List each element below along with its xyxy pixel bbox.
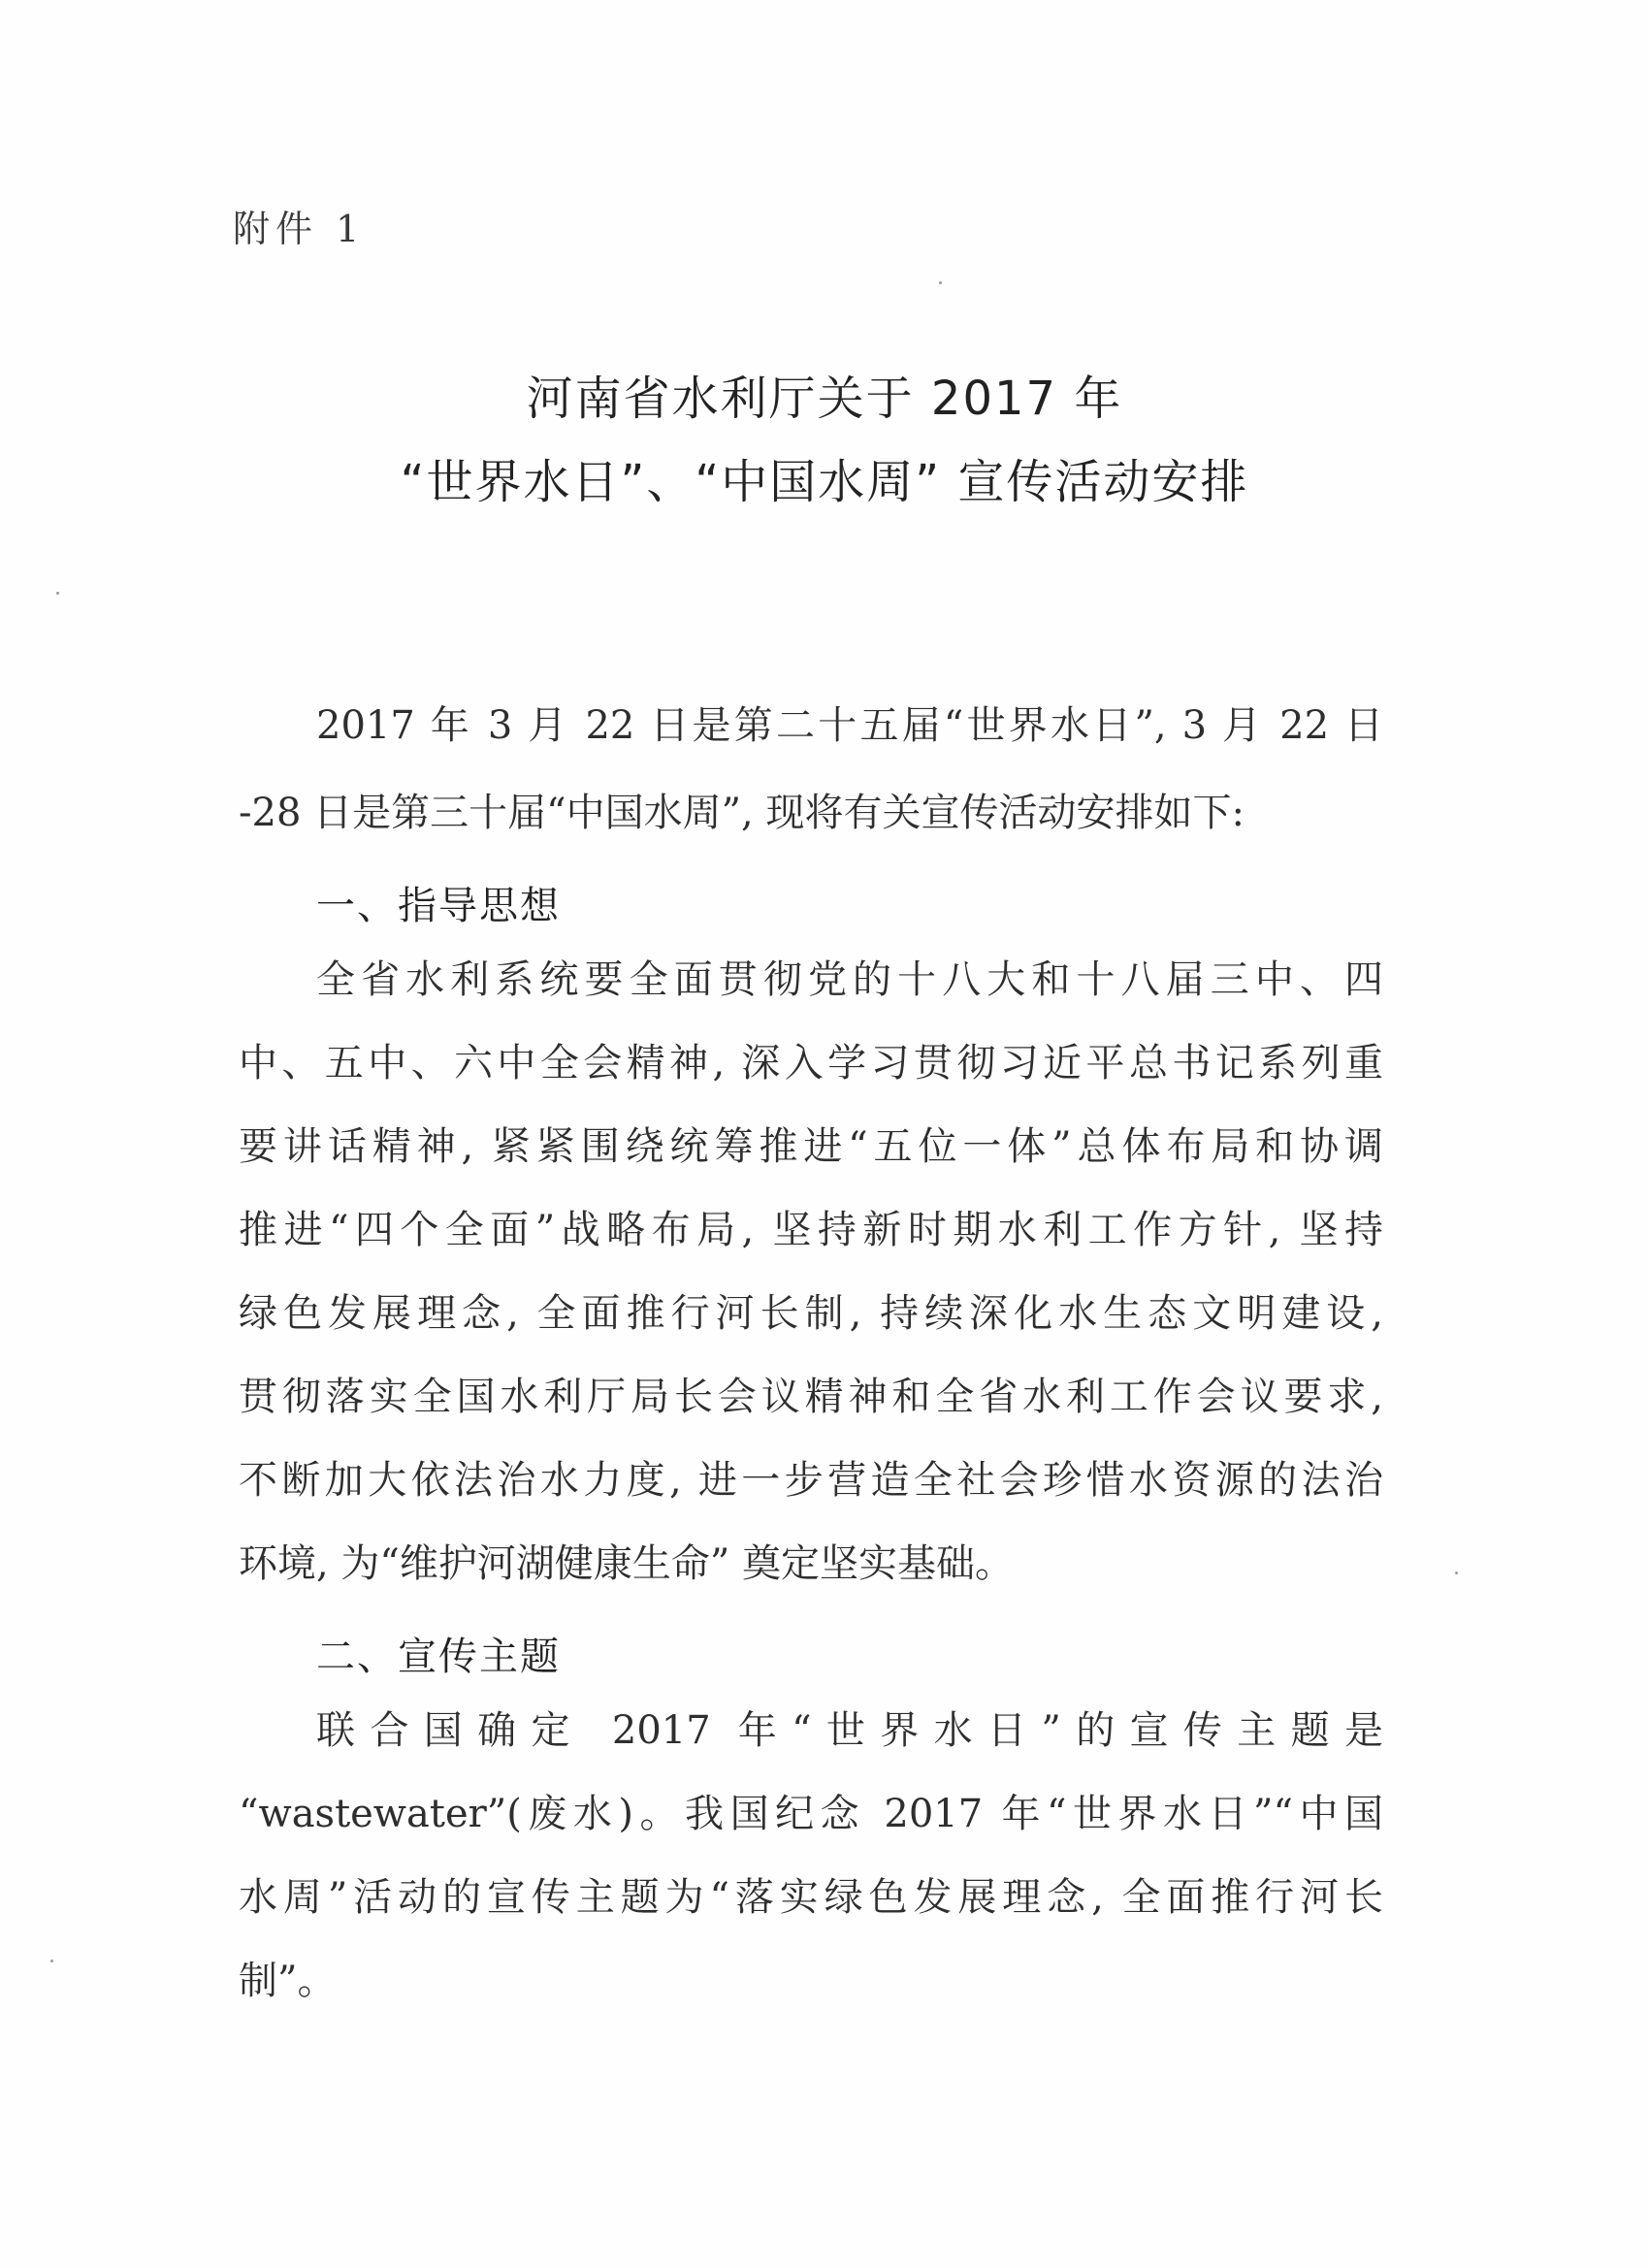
section-1-line: 全省水利系统要全面贯彻党的十八大和十八届三中、四 — [316, 957, 1383, 1002]
section-1-line: 环境, 为“维护河湖健康生命” 奠定坚实基础。 — [239, 1541, 1015, 1586]
section-1-line: 要讲话精神, 紧紧围绕统筹推进“五位一体”总体布局和协调 — [239, 1124, 1383, 1169]
section-1-line: 推进“四个全面”战略布局, 坚持新时期水利工作方针, 坚持 — [239, 1208, 1383, 1252]
section-2-line: 联合国确定 2017 年“世界水日”的宣传主题是 — [316, 1708, 1383, 1753]
section-2-line: 水周”活动的宣传主题为“落实绿色发展理念, 全面推行河长 — [239, 1875, 1383, 1920]
scan-speck — [939, 281, 942, 284]
section-2-line: “wastewater”(废水)。我国纪念 2017 年“世界水日”“中国 — [239, 1792, 1383, 1836]
section-1-line: 中、五中、六中全会精神, 深入学习贯彻习近平总书记系列重 — [239, 1041, 1383, 1085]
document-title-line-2: “世界水日”、“中国水周” 宣传活动安排 — [400, 455, 1249, 509]
document-title-line-1: 河南省水利厅关于 2017 年 — [526, 372, 1123, 426]
intro-line-1: 2017 年 3 月 22 日是第二十五届“世界水日”, 3 月 22 日 — [316, 703, 1383, 748]
section-1-line: 绿色发展理念, 全面推行河长制, 持续深化水生态文明建设, — [239, 1291, 1383, 1336]
attachment-label: 附件 1 — [233, 208, 366, 250]
section-2-line: 制”。 — [239, 1959, 337, 2003]
section-1-line: 贯彻落实全国水利厅局长会议精神和全省水利工作会议要求, — [239, 1375, 1383, 1419]
section-2-heading: 二、宣传主题 — [316, 1635, 561, 1679]
section-1-line: 不断加大依法治水力度, 进一步营造全社会珍惜水资源的法治 — [239, 1458, 1383, 1503]
scan-speck — [56, 592, 59, 595]
section-1-heading: 一、指导思想 — [316, 884, 561, 928]
intro-line-2: -28 日是第三十届“中国水周”, 现将有关宣传活动安排如下: — [239, 791, 1245, 835]
scan-speck — [50, 1960, 53, 1962]
scan-speck — [1455, 1571, 1458, 1574]
